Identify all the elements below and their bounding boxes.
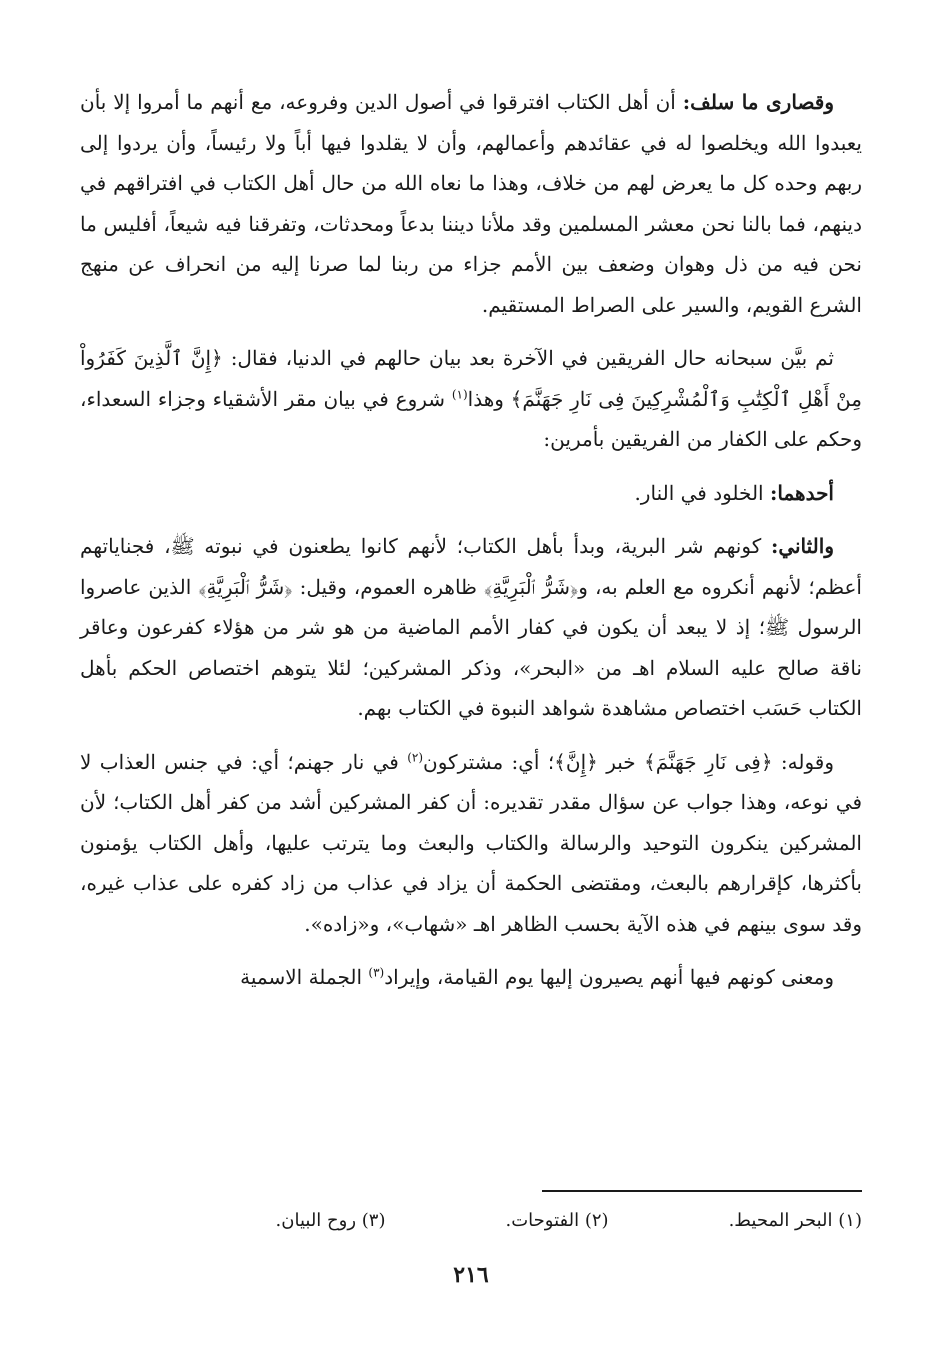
paragraph-two-groups [80, 338, 862, 460]
paragraph-text: ومعنى كونهم فيها أنهم يصيرون إليها يوم القيامة، وإيراد [384, 965, 834, 989]
footnotes [80, 1206, 862, 1236]
page-number: ٢١٦ [453, 1262, 489, 1288]
paragraph-meaning [80, 957, 862, 998]
footnote-text: الفتوحات. [505, 1210, 580, 1231]
footnote-text: روح البيان. [275, 1210, 357, 1231]
page-body [80, 82, 862, 1011]
paragraph-summary [80, 82, 862, 325]
paragraph-text: شروع في بيان مقر الأشقياء وجزاء السعداء، وحكم على الكفار من الفريقين بأمرين: [80, 386, 862, 451]
footnote-number: (٣) [361, 1210, 386, 1231]
footnote-1 [729, 1206, 862, 1236]
paragraph-second-matter [80, 526, 862, 729]
footnote-ref-1[interactable]: (١) [451, 386, 468, 401]
paragraph-text: الجملة الاسمية [240, 965, 369, 989]
paragraph-first-matter [80, 473, 862, 514]
paragraph-text: كونهم شر البرية، وبدأ بأهل الكتاب؛ لأنهم كانوا يطعنون في نبوته ﷺ، فجناياتهم أعظم؛ لأنهم أنكروه مع العلم به، و﴿شَرُّ ٱلْبَرِيَّةِ﴾ ظاهره العموم، وقيل: ﴿شَرُّ ٱلْبَرِيَّةِ﴾ الذين عاصروا الرسول ﷺ؛ إذ لا يبعد أن يكون في كفار الأمم الماضية من هو شر من هؤلاء كفرعون وعاقر ناقة صالح عليه السلام اهـ من «البحر»، وذكر المشركين؛ لئلا يتوهم اختصاص الحكم بأهل الكتاب حَسَب اختصاص مشاهدة شواهد النبوة في الكتاب بهم. [80, 534, 862, 720]
paragraph-text: في نار جهنم؛ أي: في جنس العذاب لا في نوعه، وهذا جواب عن سؤال مقدر تقديره: أن كفر المشركين أشد من كفر أهل الكتاب؛ لأن المشركين ينكرون التوحيد والرسالة والكتاب والبعث وما يترتب عليها، وأهل الكتاب يؤمنون بأكثرها، كإقرارهم بالبعث، ومقتضى الحكمة أن يزاد في عذاب من زاد كفره على عذاب غيره، وقد سوى بينهم في هذه الآية بحسب الظاهر اهـ «شهاب»، و«زاده». [80, 749, 862, 936]
paragraph-his-saying [80, 742, 862, 945]
footnote-divider [542, 1190, 862, 1192]
paragraph-text: الخلود في النار. [634, 480, 770, 505]
footnote-number: (٢) [584, 1210, 609, 1231]
footnote-text: البحر المحيط. [728, 1210, 833, 1231]
paragraph-lead: والثاني: [770, 534, 834, 558]
footnote-number: (١) [838, 1210, 862, 1231]
footnote-ref-3[interactable]: (٣) [368, 965, 385, 980]
footnote-3 [276, 1206, 386, 1236]
paragraph-text: وقوله: ﴿فِى نَارِ جَهَنَّمَ﴾ خبر ﴿إِنَّ﴾؛ أي: مشتركون [423, 749, 835, 774]
paragraph-lead: وقصارى ما سلف: [682, 90, 834, 114]
paragraph-lead: أحدهما: [769, 480, 834, 505]
footnote-2 [506, 1206, 609, 1236]
paragraph-text: أن أهل الكتاب افترقوا في أصول الدين وفروعه، مع أنهم ما أمروا إلا بأن يعبدوا الله ويخلصوا له في عقائدهم وأعمالهم، وأن لا يقلدوا فيها أباً ولا رئيساً، وأن يردوا إلى ربهم وحده كل ما يعرض لهم من خلاف، وهذا ما نعاه الله من حال أهل الكتاب في افتراقهم في دينهم، فما بالنا نحن معشر المسلمين وقد ملأنا ديننا بدعاً ومحدثات، وتفرقنا فيه شيعاً، أفليس ما نحن فيه من ذل وهوان وضعف بين الأمم جزاء من ربنا لما صرنا إليه من انحراف عن منهج الشرع القويم، والسير على الصراط المستقيم. [80, 90, 862, 317]
paragraph-text: ثم بيَّن سبحانه حال الفريقين في الآخرة بعد بيان حالهم في الدنيا، فقال: ﴿إِنَّ ٱلَّذِينَ كَفَرُواْ مِنْ أَهْلِ ٱلْكِتَٰبِ وَٱلْمُشْرِكِينَ فِى نَارِ جَهَنَّمَ﴾ وهذا [80, 346, 862, 411]
footnote-ref-2[interactable]: (٢) [407, 749, 424, 764]
